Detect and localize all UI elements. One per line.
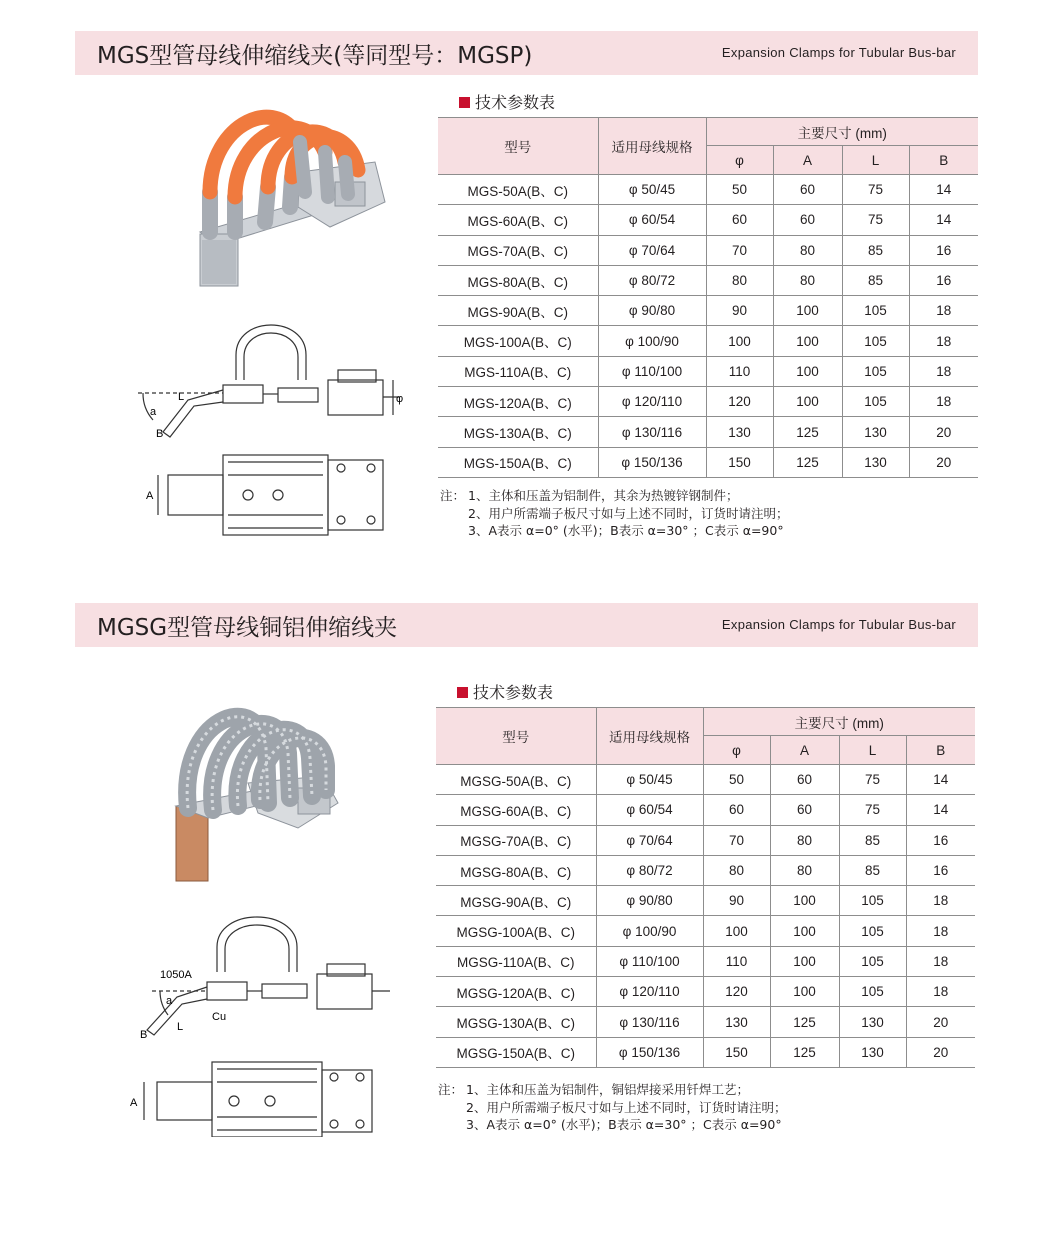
mgs-product-photo bbox=[180, 82, 395, 307]
table-row bbox=[438, 296, 978, 326]
table-row bbox=[436, 825, 975, 855]
dim-cell: 18 bbox=[909, 356, 978, 386]
dim-cell: 125 bbox=[770, 1007, 839, 1037]
header-model: 型号 bbox=[436, 708, 596, 765]
table-row bbox=[438, 326, 978, 356]
model-cell: MGS-50A(B、C) bbox=[438, 175, 598, 205]
note-prefix: 注： bbox=[440, 488, 466, 503]
header-b: B bbox=[906, 736, 975, 765]
dim-cell: 100 bbox=[773, 387, 842, 417]
dim-cell: 18 bbox=[906, 886, 975, 916]
dim-cell: 100 bbox=[770, 946, 839, 976]
model-cell: MGSG-50A(B、C) bbox=[436, 765, 596, 795]
section1-spec-table bbox=[438, 117, 978, 478]
spec-cell: φ 50/45 bbox=[598, 175, 706, 205]
dim-cell: 85 bbox=[842, 235, 909, 265]
header-spec: 适用母线规格 bbox=[598, 118, 706, 175]
dim-cell: 105 bbox=[842, 326, 909, 356]
dim-cell: 80 bbox=[706, 265, 773, 295]
red-square-icon bbox=[457, 687, 468, 698]
spec-cell: φ 70/64 bbox=[596, 825, 703, 855]
dim-cell: 105 bbox=[842, 387, 909, 417]
spec-cell: φ 130/116 bbox=[596, 1007, 703, 1037]
dim-cell: 130 bbox=[839, 1007, 906, 1037]
table-row bbox=[436, 977, 975, 1007]
header-l: L bbox=[842, 146, 909, 175]
dim-cell: 80 bbox=[773, 265, 842, 295]
dim-cell: 18 bbox=[906, 977, 975, 1007]
header-dims: 主要尺寸 (mm) bbox=[706, 118, 978, 146]
dim-cell: 105 bbox=[839, 977, 906, 1007]
dim-cell: 75 bbox=[842, 175, 909, 205]
model-cell: MGS-70A(B、C) bbox=[438, 235, 598, 265]
dim-cell: 60 bbox=[706, 205, 773, 235]
model-cell: MGS-60A(B、C) bbox=[438, 205, 598, 235]
spec-cell: φ 90/80 bbox=[596, 886, 703, 916]
note-2: 2、用户所需端子板尺寸如与上述不同时，订货时请注明； bbox=[468, 505, 789, 521]
section2-subtitle: Expansion Clamps for Tubular Bus-bar bbox=[721, 617, 956, 632]
dim-cell: 16 bbox=[906, 825, 975, 855]
dim-cell: 14 bbox=[906, 795, 975, 825]
dim-cell: 100 bbox=[773, 326, 842, 356]
note-3: 3、A表示 α=0° (水平)；B表示 α=30° ；C表示 α=90° bbox=[466, 1117, 782, 1132]
spec-cell: φ 80/72 bbox=[596, 855, 703, 885]
dim-cell: 75 bbox=[839, 795, 906, 825]
dim-cell: 18 bbox=[909, 296, 978, 326]
drawing2-label-dim-a: A bbox=[130, 1097, 138, 1109]
dim-cell: 18 bbox=[909, 326, 978, 356]
dim-cell: 105 bbox=[839, 946, 906, 976]
header-l: L bbox=[839, 736, 906, 765]
dim-cell: 105 bbox=[842, 296, 909, 326]
table-row bbox=[436, 886, 975, 916]
dim-cell: 150 bbox=[703, 1037, 770, 1067]
spec-cell: φ 100/90 bbox=[596, 916, 703, 946]
dim-cell: 75 bbox=[839, 765, 906, 795]
header-a: A bbox=[773, 146, 842, 175]
spec-cell: φ 90/80 bbox=[598, 296, 706, 326]
dim-cell: 75 bbox=[842, 205, 909, 235]
dim-cell: 70 bbox=[706, 235, 773, 265]
section1-notes bbox=[440, 487, 788, 540]
drawing1-label-a: a bbox=[150, 406, 157, 418]
dim-cell: 60 bbox=[770, 795, 839, 825]
model-cell: MGS-80A(B、C) bbox=[438, 265, 598, 295]
dim-cell: 20 bbox=[906, 1037, 975, 1067]
spec-cell: φ 120/110 bbox=[596, 977, 703, 1007]
dim-cell: 80 bbox=[770, 855, 839, 885]
dim-cell: 110 bbox=[706, 356, 773, 386]
drawing1-label-l: L bbox=[178, 391, 185, 403]
dim-cell: 18 bbox=[909, 387, 978, 417]
dim-cell: 110 bbox=[703, 946, 770, 976]
section1-subtitle: Expansion Clamps for Tubular Bus-bar bbox=[721, 45, 956, 60]
spec-cell: φ 130/116 bbox=[598, 417, 706, 447]
drawing2-label-cu: Cu bbox=[212, 1011, 227, 1023]
table-row bbox=[438, 417, 978, 447]
drawing2-label-a: a bbox=[166, 995, 173, 1007]
dim-cell: 80 bbox=[773, 235, 842, 265]
table-row bbox=[436, 1037, 975, 1067]
dim-cell: 60 bbox=[773, 175, 842, 205]
model-cell: MGS-120A(B、C) bbox=[438, 387, 598, 417]
header-model: 型号 bbox=[438, 118, 598, 175]
dim-cell: 100 bbox=[770, 886, 839, 916]
model-cell: MGSG-130A(B、C) bbox=[436, 1007, 596, 1037]
dim-cell: 130 bbox=[839, 1037, 906, 1067]
dim-cell: 50 bbox=[706, 175, 773, 205]
spec-cell: φ 60/54 bbox=[596, 795, 703, 825]
note-1: 1、主体和压盖为铝制件，铜铝焊接采用钎焊工艺； bbox=[466, 1082, 749, 1097]
dim-cell: 20 bbox=[909, 447, 978, 477]
drawing1-label-phi: φ bbox=[396, 393, 404, 405]
dim-cell: 16 bbox=[906, 855, 975, 885]
dim-cell: 70 bbox=[703, 825, 770, 855]
table-row bbox=[436, 855, 975, 885]
section2-notes bbox=[438, 1081, 786, 1134]
model-cell: MGSG-80A(B、C) bbox=[436, 855, 596, 885]
header-phi: φ bbox=[703, 736, 770, 765]
section1-banner bbox=[75, 31, 978, 75]
dim-cell: 85 bbox=[839, 855, 906, 885]
dim-cell: 16 bbox=[909, 235, 978, 265]
spec-cell: φ 150/136 bbox=[596, 1037, 703, 1067]
model-cell: MGSG-70A(B、C) bbox=[436, 825, 596, 855]
note-3: 3、A表示 α=0° (水平)；B表示 α=30° ；C表示 α=90° bbox=[468, 523, 784, 538]
model-cell: MGS-90A(B、C) bbox=[438, 296, 598, 326]
dim-cell: 105 bbox=[842, 356, 909, 386]
dim-cell: 150 bbox=[706, 447, 773, 477]
section1-title: MGS型管母线伸缩线夹(等同型号：MGSP) bbox=[97, 43, 533, 69]
mgs-technical-drawing bbox=[128, 320, 418, 545]
dim-cell: 130 bbox=[703, 1007, 770, 1037]
spec-cell: φ 80/72 bbox=[598, 265, 706, 295]
dim-cell: 125 bbox=[770, 1037, 839, 1067]
drawing1-label-b: B bbox=[156, 428, 164, 440]
mgsg-product-photo bbox=[148, 688, 388, 898]
note-2: 2、用户所需端子板尺寸如与上述不同时，订货时请注明； bbox=[466, 1099, 787, 1115]
table-row bbox=[436, 916, 975, 946]
table-row bbox=[436, 946, 975, 976]
table-row bbox=[438, 356, 978, 386]
dim-cell: 90 bbox=[703, 886, 770, 916]
model-cell: MGS-150A(B、C) bbox=[438, 447, 598, 477]
dim-cell: 80 bbox=[703, 855, 770, 885]
dim-cell: 85 bbox=[839, 825, 906, 855]
model-cell: MGSG-110A(B、C) bbox=[436, 946, 596, 976]
model-cell: MGSG-100A(B、C) bbox=[436, 916, 596, 946]
drawing2-label-1050a: 1050A bbox=[160, 969, 192, 981]
dim-cell: 18 bbox=[906, 916, 975, 946]
dim-cell: 100 bbox=[703, 916, 770, 946]
dim-cell: 50 bbox=[703, 765, 770, 795]
dim-cell: 130 bbox=[842, 417, 909, 447]
table-row bbox=[438, 387, 978, 417]
section2-title: MGSG型管母线铜铝伸缩线夹 bbox=[97, 615, 398, 641]
spec-cell: φ 120/110 bbox=[598, 387, 706, 417]
section2-spec-table bbox=[436, 707, 975, 1068]
table-row bbox=[438, 265, 978, 295]
dim-cell: 60 bbox=[703, 795, 770, 825]
drawing2-label-b: B bbox=[140, 1029, 148, 1041]
dim-cell: 18 bbox=[906, 946, 975, 976]
dim-cell: 130 bbox=[706, 417, 773, 447]
dim-cell: 100 bbox=[706, 326, 773, 356]
table-row bbox=[438, 447, 978, 477]
section2-banner bbox=[75, 603, 978, 647]
spec-cell: φ 60/54 bbox=[598, 205, 706, 235]
dim-cell: 100 bbox=[770, 916, 839, 946]
dim-cell: 90 bbox=[706, 296, 773, 326]
model-cell: MGS-130A(B、C) bbox=[438, 417, 598, 447]
model-cell: MGS-100A(B、C) bbox=[438, 326, 598, 356]
dim-cell: 130 bbox=[842, 447, 909, 477]
red-square-icon bbox=[459, 97, 470, 108]
header-spec: 适用母线规格 bbox=[596, 708, 703, 765]
dim-cell: 60 bbox=[773, 205, 842, 235]
dim-cell: 105 bbox=[839, 916, 906, 946]
table-row bbox=[436, 1007, 975, 1037]
dim-cell: 20 bbox=[906, 1007, 975, 1037]
dim-cell: 125 bbox=[773, 447, 842, 477]
table-row bbox=[438, 175, 978, 205]
mgsg-technical-drawing bbox=[122, 912, 412, 1137]
header-a: A bbox=[770, 736, 839, 765]
section1-table-title-text: 技术参数表 bbox=[475, 93, 556, 112]
section2-table-title bbox=[457, 680, 553, 703]
table-row bbox=[438, 205, 978, 235]
spec-cell: φ 100/90 bbox=[598, 326, 706, 356]
dim-cell: 80 bbox=[770, 825, 839, 855]
dim-cell: 100 bbox=[773, 356, 842, 386]
dim-cell: 125 bbox=[773, 417, 842, 447]
dim-cell: 14 bbox=[906, 765, 975, 795]
table-row bbox=[438, 235, 978, 265]
spec-cell: φ 110/100 bbox=[598, 356, 706, 386]
table-row bbox=[436, 795, 975, 825]
dim-cell: 85 bbox=[842, 265, 909, 295]
drawing1-label-dim-a: A bbox=[146, 490, 154, 502]
dim-cell: 100 bbox=[770, 977, 839, 1007]
spec-cell: φ 50/45 bbox=[596, 765, 703, 795]
dim-cell: 14 bbox=[909, 175, 978, 205]
spec-cell: φ 110/100 bbox=[596, 946, 703, 976]
model-cell: MGSG-150A(B、C) bbox=[436, 1037, 596, 1067]
spec-cell: φ 150/136 bbox=[598, 447, 706, 477]
dim-cell: 60 bbox=[770, 765, 839, 795]
header-b: B bbox=[909, 146, 978, 175]
dim-cell: 120 bbox=[706, 387, 773, 417]
dim-cell: 16 bbox=[909, 265, 978, 295]
dim-cell: 100 bbox=[773, 296, 842, 326]
dim-cell: 105 bbox=[839, 886, 906, 916]
model-cell: MGSG-90A(B、C) bbox=[436, 886, 596, 916]
spec-cell: φ 70/64 bbox=[598, 235, 706, 265]
note-1: 1、主体和压盖为铝制件，其余为热镀锌钢制件； bbox=[468, 488, 739, 503]
section1-table-title bbox=[459, 90, 555, 113]
dim-cell: 20 bbox=[909, 417, 978, 447]
dim-cell: 14 bbox=[909, 205, 978, 235]
model-cell: MGS-110A(B、C) bbox=[438, 356, 598, 386]
dim-cell: 120 bbox=[703, 977, 770, 1007]
note-prefix: 注： bbox=[438, 1082, 464, 1097]
header-phi: φ bbox=[706, 146, 773, 175]
table-row bbox=[436, 765, 975, 795]
section2-table-title-text: 技术参数表 bbox=[473, 683, 554, 702]
header-dims: 主要尺寸 (mm) bbox=[703, 708, 975, 736]
model-cell: MGSG-60A(B、C) bbox=[436, 795, 596, 825]
model-cell: MGSG-120A(B、C) bbox=[436, 977, 596, 1007]
drawing2-label-l: L bbox=[177, 1021, 184, 1033]
